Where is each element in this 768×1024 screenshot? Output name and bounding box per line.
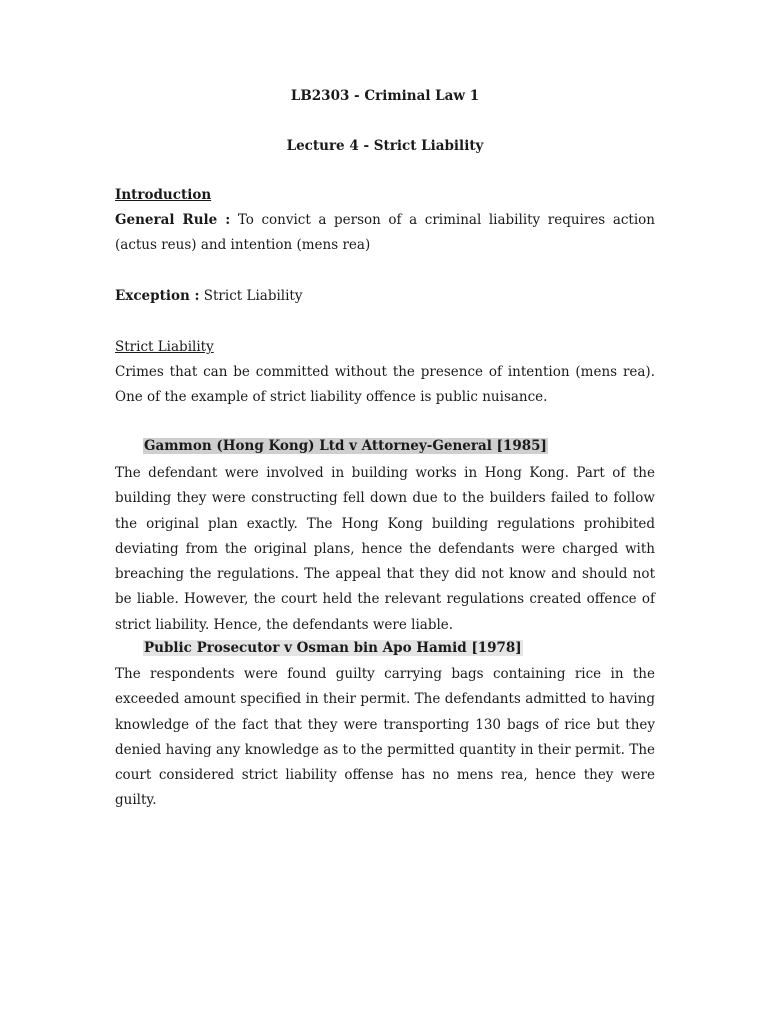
case-title-osman: Public Prosecutor v Osman bin Apo Hamid [1978] (144, 640, 522, 656)
general-rule-text: To convict a person of a criminal liability requires action (actus reus) and intention (mens rea) (115, 212, 655, 254)
introduction-heading: Introduction (115, 187, 212, 203)
case-title-gammon: Gammon (Hong Kong) Ltd v Attorney-General [1985] (144, 438, 547, 454)
general-rule-paragraph (115, 208, 655, 259)
strict-liability-heading: Strict Liability (115, 339, 214, 355)
course-title: LB2303 - Criminal Law 1 (290, 88, 480, 104)
case-text-osman: The respondents were found guilty carrying bags containing rice in the exceeded amount specified in their permit. The defendants admitted to having knowledge of the fact that they were transporting 130 bags of rice but they denied having any knowledge as to the permitted quantity in their permit. The court considered strict liability offense has no mens rea, hence they were guilty. (115, 666, 655, 809)
lecture-title: Lecture 4 - Strict Liability (286, 138, 484, 154)
strict-liability-paragraph: Crimes that can be committed without the presence of intention (mens rea). One of the example of strict liability offence is public nuisance. (115, 364, 655, 406)
exception-paragraph (115, 284, 655, 309)
exception-label: Exception : (115, 288, 200, 304)
exception-text: Strict Liability (199, 288, 303, 304)
general-rule-label: General Rule : (115, 212, 231, 228)
case-text-gammon: The defendant were involved in building works in Hong Kong. Part of the building they were constructing fell down due to the builders failed to follow the original plan exactly. The Hong Kong building regulations prohibited deviating from the original plans, hence the defendants were charged with breaching the regulations. The appeal that they did not know and should not be liable. However, the court held the relevant regulations created offence of strict liability. Hence, the defendants were liable. (115, 465, 655, 633)
